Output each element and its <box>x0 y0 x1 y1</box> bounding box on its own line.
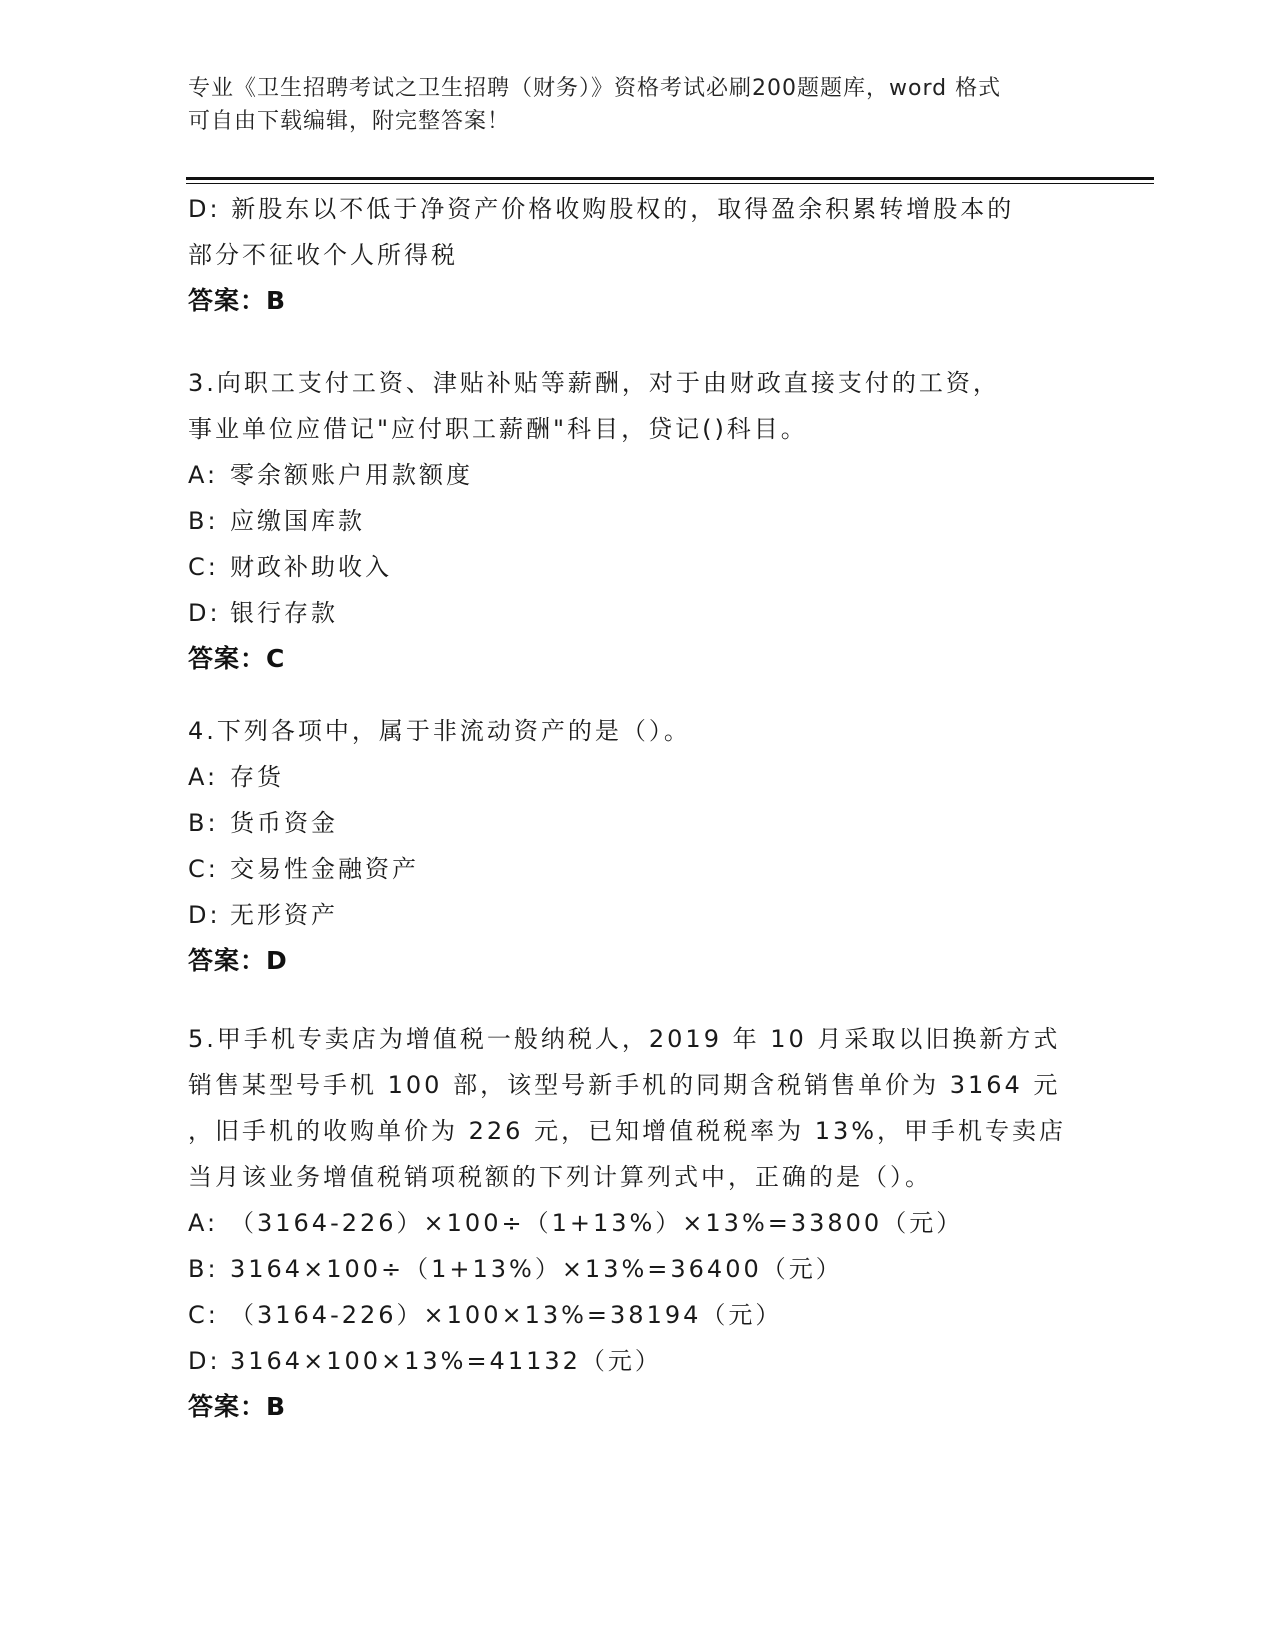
answer-q2: 答案：B <box>188 286 287 315</box>
option-text: 3164×100×13%=41132（元） <box>230 1347 662 1375</box>
option-label: C: <box>188 1301 219 1329</box>
option-a <box>188 1200 1088 1246</box>
option-c <box>188 846 1088 892</box>
option-d <box>188 1338 1088 1384</box>
option-text: 交易性金融资产 <box>230 855 419 883</box>
option-a <box>188 452 1088 498</box>
header-line-2: 可自由下载编辑，附完整答案！ <box>188 109 511 134</box>
option-label: D: <box>188 1347 221 1375</box>
option-text: 3164×100÷（1+13%）×13%=36400（元） <box>230 1255 843 1283</box>
question-3-stem-line-2: 事业单位应借记"应付职工薪酬"科目，贷记()科目。 <box>188 415 808 443</box>
option-label: D: <box>188 901 221 929</box>
option-d <box>188 892 1088 938</box>
option-label: B: <box>188 1255 219 1283</box>
option-b <box>188 1246 1088 1292</box>
option-text: 应缴国库款 <box>230 507 365 535</box>
document-header <box>188 72 1088 138</box>
answer-q3: 答案：C <box>188 644 286 673</box>
option-label: A: <box>188 1209 219 1237</box>
option-b <box>188 498 1088 544</box>
header-line-1: 专业《卫生招聘考试之卫生招聘（财务）》资格考试必刷200题题库，word 格式 <box>188 76 1002 101</box>
question-5 <box>188 1016 1088 1430</box>
option-text: （3164-226）×100×13%=38194（元） <box>230 1301 783 1329</box>
option-label: B: <box>188 809 219 837</box>
question-3-stem-line-1: 3.向职工支付工资、津贴补贴等薪酬，对于由财政直接支付的工资， <box>188 369 1000 397</box>
question-2-tail <box>188 186 1088 324</box>
option-text: 货币资金 <box>230 809 338 837</box>
option-label: C: <box>188 553 219 581</box>
option-c <box>188 544 1088 590</box>
answer-q4: 答案：D <box>188 946 288 975</box>
option-label: A: <box>188 763 219 791</box>
question-5-stem-line-2: 销售某型号手机 100 部，该型号新手机的同期含税销售单价为 3164 元 <box>188 1071 1061 1099</box>
option-text: 无形资产 <box>230 901 338 929</box>
question-3 <box>188 360 1088 682</box>
option-c <box>188 1292 1088 1338</box>
option-b <box>188 800 1088 846</box>
option-label: C: <box>188 855 219 883</box>
question-4-stem: 4.下列各项中，属于非流动资产的是（）。 <box>188 717 691 745</box>
option-d-line-1: D: 新股东以不低于净资产价格收购股权的，取得盈余积累转增股本的 <box>188 195 1015 223</box>
question-5-stem-line-4: 当月该业务增值税销项税额的下列计算列式中，正确的是（）。 <box>188 1163 932 1191</box>
option-label: A: <box>188 461 219 489</box>
question-5-stem-line-3: ，旧手机的收购单价为 226 元，已知增值税税率为 13%，甲手机专卖店 <box>188 1117 1067 1145</box>
option-text: 零余额账户用款额度 <box>230 461 473 489</box>
option-label: D: <box>188 599 221 627</box>
option-d-line-2: 部分不征收个人所得税 <box>188 241 458 269</box>
question-4 <box>188 708 1088 984</box>
header-rule-thin <box>186 183 1154 184</box>
question-5-stem-line-1: 5.甲手机专卖店为增值税一般纳税人，2019 年 10 月采取以旧换新方式 <box>188 1025 1061 1053</box>
option-text: （3164-226）×100÷（1+13%）×13%=33800（元） <box>230 1209 964 1237</box>
option-text: 财政补助收入 <box>230 553 392 581</box>
option-text: 银行存款 <box>230 599 338 627</box>
option-text: 存货 <box>230 763 284 791</box>
answer-q5: 答案：B <box>188 1392 287 1421</box>
header-rule-thick <box>186 177 1154 180</box>
option-label: B: <box>188 507 219 535</box>
option-d <box>188 590 1088 636</box>
option-a <box>188 754 1088 800</box>
